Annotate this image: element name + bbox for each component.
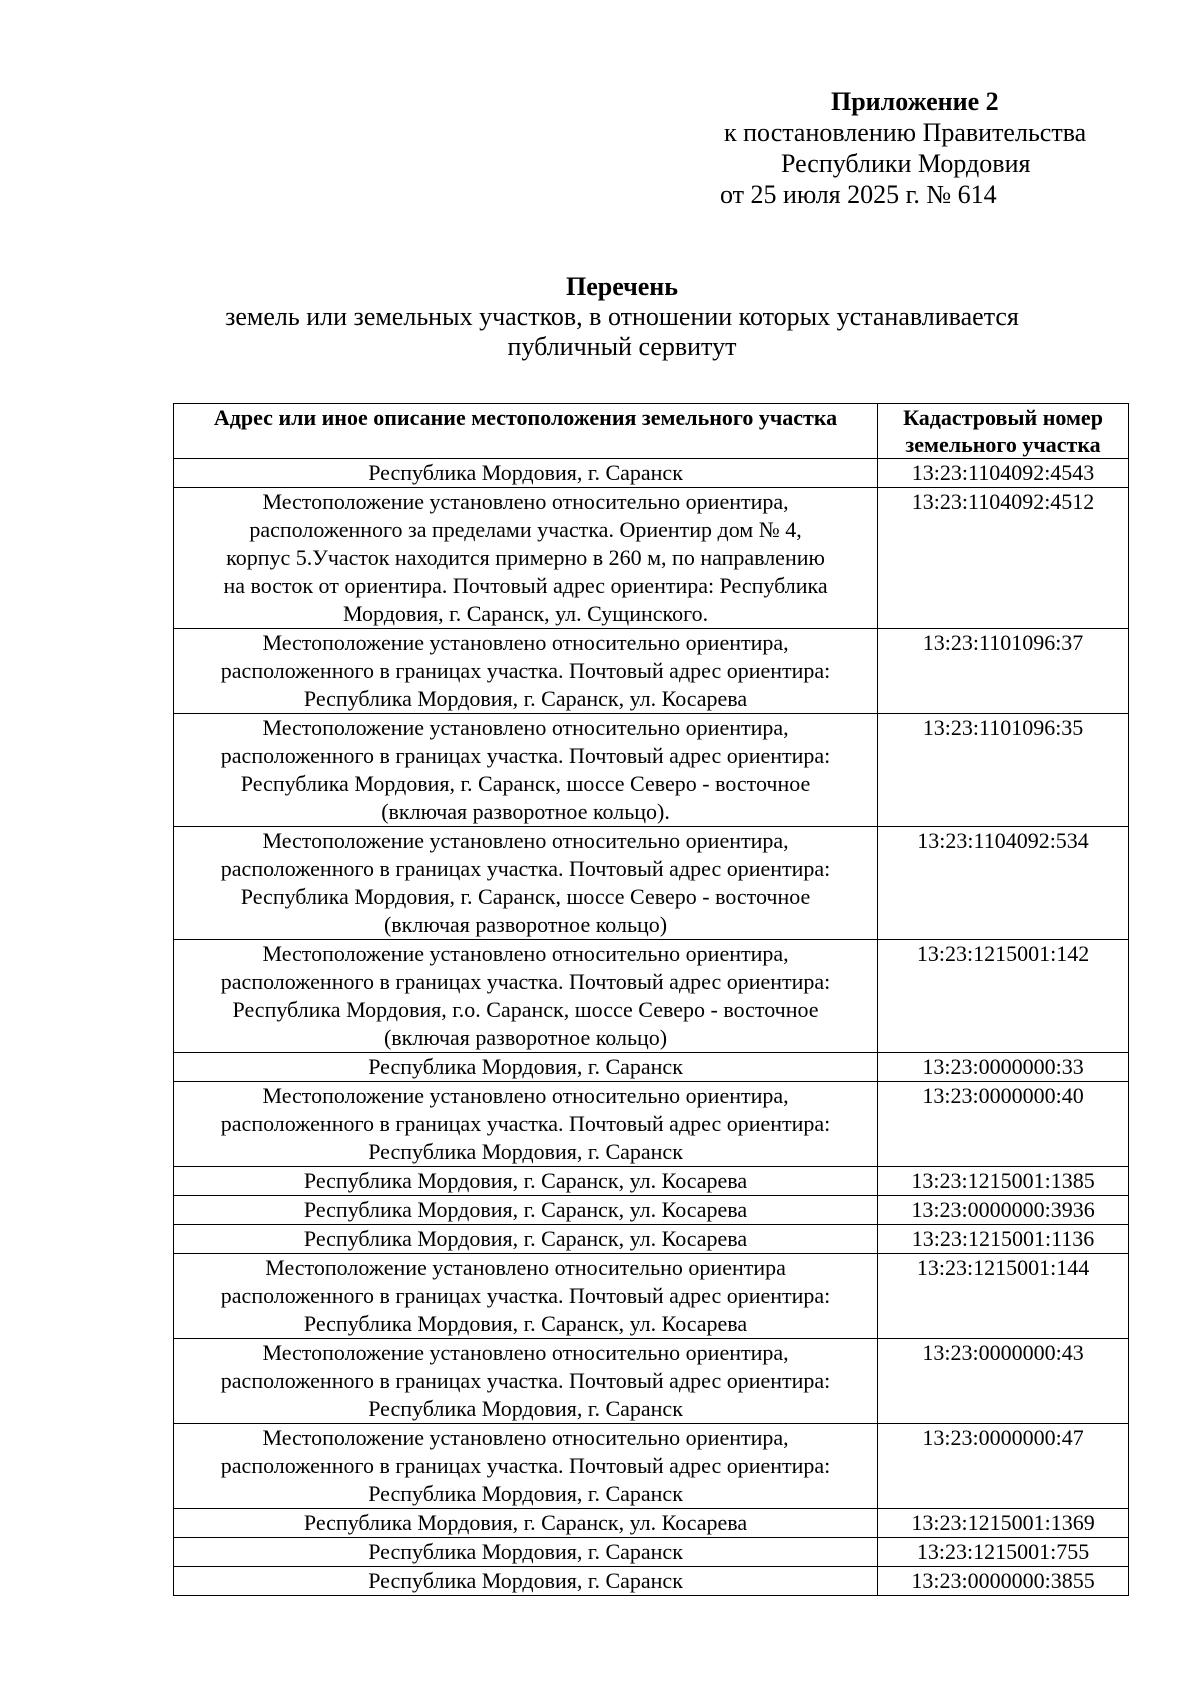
- address-line: Местоположение установлено относительно ориентира,: [262, 1425, 789, 1450]
- header-cadastral-number: Кадастровый номер земельного участка: [878, 404, 1129, 459]
- document-heading: [0, 272, 1200, 362]
- cadastral-number-cell: 13:23:0000000:43: [878, 1339, 1129, 1424]
- cadastral-number-cell: 13:23:1104092:4512: [878, 488, 1129, 629]
- address-line: расположенного в границах участка. Почтовый адрес ориентира:: [220, 1283, 831, 1308]
- table-row: [174, 629, 1129, 714]
- address-line: Республика Мордовия, г. Саранск, ул. Косарева: [303, 1226, 748, 1251]
- table-row: [174, 1509, 1129, 1538]
- address-line: Мордовия, г. Саранск, ул. Сущинского.: [342, 601, 709, 626]
- address-line: расположенного в границах участка. Почтовый адрес ориентира:: [220, 743, 831, 768]
- address-cell: [174, 1339, 878, 1424]
- address-cell: [174, 1225, 878, 1254]
- table-row: [174, 488, 1129, 629]
- address-cell: [174, 1254, 878, 1339]
- address-cell: [174, 459, 878, 488]
- table-row: [174, 1053, 1129, 1082]
- cadastral-number-cell: 13:23:1215001:142: [878, 940, 1129, 1053]
- address-line: Республика Мордовия, г. Саранск: [368, 1054, 683, 1079]
- address-line: Местоположение установлено относительно ориентира,: [262, 828, 789, 853]
- address-line: Местоположение установлено относительно ориентира,: [262, 1340, 789, 1365]
- address-line: расположенного в границах участка. Почтовый адрес ориентира:: [220, 658, 831, 683]
- address-line: Местоположение установлено относительно ориентира,: [262, 489, 789, 514]
- address-line: корпус 5.Участок находится примерно в 260 м, по направлению: [226, 545, 825, 570]
- document-subtitle-line-2: публичный сервитут: [507, 332, 737, 361]
- cadastral-number-cell: 13:23:0000000:33: [878, 1053, 1129, 1082]
- appendix-line-2: Республики Мордовия: [781, 149, 1031, 178]
- address-line: Республика Мордовия, г. Саранск, ул. Косарева: [303, 686, 748, 711]
- address-cell: [174, 1424, 878, 1509]
- address-line: Республика Мордовия, г. Саранск: [368, 1568, 683, 1593]
- address-line: Республика Мордовия, г. Саранск, шоссе Северо - восточное: [240, 884, 811, 909]
- address-line: расположенного в границах участка. Почтовый адрес ориентира:: [220, 856, 831, 881]
- address-cell: [174, 1196, 878, 1225]
- address-line: Местоположение установлено относительно ориентира,: [262, 715, 789, 740]
- address-line: (включая разворотное кольцо): [383, 1025, 668, 1050]
- appendix-title: Приложение 2: [831, 87, 999, 116]
- cadastral-number-cell: 13:23:0000000:3936: [878, 1196, 1129, 1225]
- address-line: Республика Мордовия, г. Саранск, ул. Косарева: [303, 1311, 748, 1336]
- table-row: [174, 1254, 1129, 1339]
- cadastral-number-cell: 13:23:1215001:1136: [878, 1225, 1129, 1254]
- address-line: Республика Мордовия, г. Саранск: [368, 1539, 683, 1564]
- table-row: [174, 1424, 1129, 1509]
- address-cell: [174, 1167, 878, 1196]
- address-line: (включая разворотное кольцо).: [381, 799, 670, 824]
- address-line: Республика Мордовия, г. Саранск: [368, 1396, 683, 1421]
- address-line: Местоположение установлено относительно ориентира: [265, 1255, 786, 1280]
- table-row: [174, 714, 1129, 827]
- address-cell: [174, 940, 878, 1053]
- address-line: (включая разворотное кольцо): [383, 912, 668, 937]
- address-line: Республика Мордовия, г. Саранск, ул. Косарева: [303, 1197, 748, 1222]
- cadastral-number-cell: 13:23:0000000:47: [878, 1424, 1129, 1509]
- cadastral-number-cell: 13:23:1104092:534: [878, 827, 1129, 940]
- table-row: [174, 1567, 1129, 1596]
- address-cell: [174, 1567, 878, 1596]
- table-row: [174, 940, 1129, 1053]
- table-row: [174, 827, 1129, 940]
- table-header-row: [174, 404, 1129, 459]
- address-line: Местоположение установлено относительно ориентира,: [262, 630, 789, 655]
- address-cell: [174, 1053, 878, 1082]
- cadastral-number-cell: 13:23:1215001:1369: [878, 1509, 1129, 1538]
- cadastral-number-cell: 13:23:0000000:3855: [878, 1567, 1129, 1596]
- address-line: Республика Мордовия, г. Саранск: [368, 1481, 683, 1506]
- cadastral-number-cell: 13:23:0000000:40: [878, 1082, 1129, 1167]
- table-row: [174, 1538, 1129, 1567]
- cadastral-number-cell: 13:23:1101096:37: [878, 629, 1129, 714]
- address-line: Республика Мордовия, г. Саранск: [368, 460, 683, 485]
- appendix-line-1: к постановлению Правительства: [724, 118, 1087, 147]
- table-row: [174, 459, 1129, 488]
- cadastral-number-cell: 13:23:1104092:4543: [878, 459, 1129, 488]
- table-row: [174, 1167, 1129, 1196]
- address-line: расположенного в границах участка. Почтовый адрес ориентира:: [220, 1453, 831, 1478]
- table-row: [174, 1339, 1129, 1424]
- header-address: Адрес или иное описание местоположения земельного участка: [174, 404, 878, 459]
- address-line: Республика Мордовия, г. Саранск, ул. Косарева: [303, 1510, 748, 1535]
- address-line: расположенного в границах участка. Почтовый адрес ориентира:: [220, 1368, 831, 1393]
- cadastral-number-cell: 13:23:1101096:35: [878, 714, 1129, 827]
- address-cell: [174, 1082, 878, 1167]
- document-title: Перечень: [565, 272, 679, 301]
- address-cell: [174, 488, 878, 629]
- address-cell: [174, 629, 878, 714]
- appendix-line-3: от 25 июля 2025 г. № 614: [720, 180, 997, 209]
- address-line: расположенного за пределами участка. Ориентир дом № 4,: [249, 517, 802, 542]
- cadastral-number-cell: 13:23:1215001:755: [878, 1538, 1129, 1567]
- address-line: расположенного в границах участка. Почтовый адрес ориентира:: [220, 969, 831, 994]
- appendix-block: [700, 86, 1140, 210]
- cadastral-number-cell: 13:23:1215001:144: [878, 1254, 1129, 1339]
- address-line: Республика Мордовия, г. Саранск, шоссе Северо - восточное: [240, 771, 811, 796]
- address-line: Местоположение установлено относительно ориентира,: [262, 1083, 789, 1108]
- address-cell: [174, 714, 878, 827]
- address-line: Местоположение установлено относительно ориентира,: [262, 941, 789, 966]
- land-plots-table: [173, 403, 1129, 1596]
- table-body: [174, 459, 1129, 1596]
- address-cell: [174, 1509, 878, 1538]
- address-cell: [174, 1538, 878, 1567]
- table-row: [174, 1082, 1129, 1167]
- address-line: расположенного в границах участка. Почтовый адрес ориентира:: [220, 1111, 831, 1136]
- address-line: Республика Мордовия, г. Саранск, ул. Косарева: [303, 1168, 748, 1193]
- cadastral-number-cell: 13:23:1215001:1385: [878, 1167, 1129, 1196]
- table-row: [174, 1225, 1129, 1254]
- address-line: на восток от ориентира. Почтовый адрес ориентира: Республика: [223, 573, 828, 598]
- table-row: [174, 1196, 1129, 1225]
- address-line: Республика Мордовия, г.о. Саранск, шоссе Северо - восточное: [232, 997, 819, 1022]
- address-line: Республика Мордовия, г. Саранск: [368, 1139, 683, 1164]
- document-subtitle-line-1: земель или земельных участков, в отношении которых устанавливается: [225, 302, 1019, 331]
- address-cell: [174, 827, 878, 940]
